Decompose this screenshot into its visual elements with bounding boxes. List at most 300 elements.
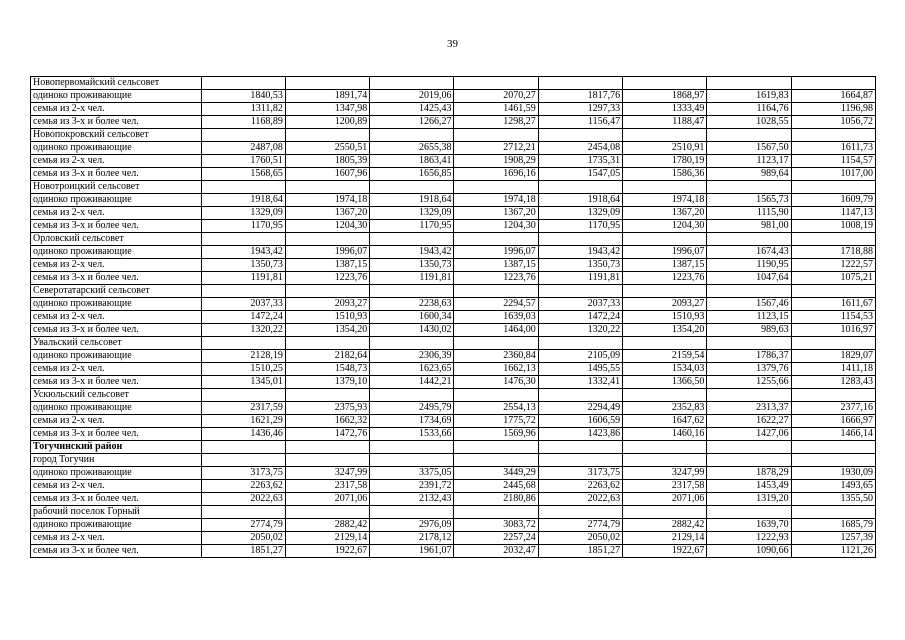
value-cell: 1008,19	[791, 220, 875, 233]
value-cell: 2360,84	[454, 350, 538, 363]
value-cell	[538, 454, 622, 467]
value-cell: 2093,27	[623, 298, 707, 311]
value-cell: 1943,42	[370, 246, 454, 259]
value-cell: 1354,20	[623, 324, 707, 337]
value-cell	[623, 129, 707, 142]
value-cell: 1350,73	[201, 259, 285, 272]
value-cell	[201, 233, 285, 246]
value-cell: 1567,46	[707, 298, 791, 311]
value-cell: 1607,96	[285, 168, 369, 181]
value-cell: 1436,46	[201, 428, 285, 441]
value-cell: 2306,39	[370, 350, 454, 363]
value-cell	[707, 337, 791, 350]
value-cell: 1156,47	[538, 116, 622, 129]
value-cell	[538, 441, 622, 454]
value-cell: 1223,76	[454, 272, 538, 285]
value-cell: 1223,76	[285, 272, 369, 285]
value-cell: 1851,27	[201, 545, 285, 558]
row-label: одиноко проживающие	[31, 246, 202, 259]
value-cell	[791, 454, 875, 467]
value-cell: 2774,79	[538, 519, 622, 532]
value-cell	[791, 181, 875, 194]
value-cell: 2317,58	[285, 480, 369, 493]
table-row	[31, 480, 876, 493]
value-cell: 2129,14	[285, 532, 369, 545]
value-cell: 1297,33	[538, 103, 622, 116]
value-cell: 1121,26	[791, 545, 875, 558]
value-cell: 1662,32	[285, 415, 369, 428]
value-cell: 1075,21	[791, 272, 875, 285]
value-cell: 1379,10	[285, 376, 369, 389]
tariff-table	[30, 76, 876, 558]
value-cell: 1568,65	[201, 168, 285, 181]
settlement-header-row	[31, 129, 876, 142]
value-cell: 1329,09	[538, 207, 622, 220]
value-cell: 1154,57	[791, 155, 875, 168]
settlement-name: Новотроицкий сельсовет	[31, 181, 202, 194]
table-row	[31, 246, 876, 259]
value-cell	[285, 389, 369, 402]
value-cell: 1367,20	[285, 207, 369, 220]
value-cell: 1918,64	[201, 194, 285, 207]
value-cell	[623, 233, 707, 246]
value-cell	[538, 181, 622, 194]
value-cell: 1996,07	[454, 246, 538, 259]
value-cell: 1425,43	[370, 103, 454, 116]
value-cell	[791, 441, 875, 454]
value-cell: 2178,12	[370, 532, 454, 545]
value-cell: 1851,27	[538, 545, 622, 558]
value-cell: 989,64	[707, 168, 791, 181]
value-cell: 1170,95	[201, 220, 285, 233]
value-cell: 1017,00	[791, 168, 875, 181]
value-cell	[623, 389, 707, 402]
value-cell: 1510,25	[201, 363, 285, 376]
value-cell	[201, 181, 285, 194]
row-label: семья из 3-х и более чел.	[31, 220, 202, 233]
value-cell: 1565,73	[707, 194, 791, 207]
value-cell: 2882,42	[623, 519, 707, 532]
value-cell: 2037,33	[201, 298, 285, 311]
value-cell: 1311,82	[201, 103, 285, 116]
district-name: Тогучинский район	[31, 441, 202, 454]
value-cell	[538, 337, 622, 350]
value-cell: 1204,30	[285, 220, 369, 233]
value-cell	[623, 337, 707, 350]
row-label: семья из 2-х чел.	[31, 207, 202, 220]
value-cell: 1600,34	[370, 311, 454, 324]
value-cell	[623, 285, 707, 298]
value-cell: 1453,49	[707, 480, 791, 493]
value-cell	[707, 389, 791, 402]
value-cell: 1427,06	[707, 428, 791, 441]
value-cell: 2182,64	[285, 350, 369, 363]
value-cell	[707, 454, 791, 467]
value-cell	[707, 441, 791, 454]
value-cell: 2019,06	[370, 90, 454, 103]
row-label: семья из 2-х чел.	[31, 415, 202, 428]
value-cell: 1047,64	[707, 272, 791, 285]
table-row	[31, 545, 876, 558]
value-cell: 2313,37	[707, 402, 791, 415]
value-cell	[623, 181, 707, 194]
value-cell: 2445,68	[454, 480, 538, 493]
value-cell: 2129,14	[623, 532, 707, 545]
value-cell	[454, 233, 538, 246]
value-cell: 1366,50	[623, 376, 707, 389]
value-cell	[201, 77, 285, 90]
value-cell: 1345,01	[201, 376, 285, 389]
row-label: семья из 2-х чел.	[31, 480, 202, 493]
value-cell: 1805,39	[285, 155, 369, 168]
value-cell: 2352,83	[623, 402, 707, 415]
table-row	[31, 194, 876, 207]
value-cell: 2510,91	[623, 142, 707, 155]
value-cell	[285, 77, 369, 90]
value-cell: 1387,15	[454, 259, 538, 272]
value-cell: 1411,18	[791, 363, 875, 376]
value-cell: 2317,59	[201, 402, 285, 415]
value-cell: 1622,27	[707, 415, 791, 428]
value-cell: 1609,79	[791, 194, 875, 207]
value-cell	[454, 337, 538, 350]
value-cell: 2495,79	[370, 402, 454, 415]
value-cell	[707, 285, 791, 298]
value-cell: 2550,51	[285, 142, 369, 155]
table-row	[31, 376, 876, 389]
settlement-name: Увальский сельсовет	[31, 337, 202, 350]
settlement-header-row	[31, 506, 876, 519]
value-cell	[201, 129, 285, 142]
table-row	[31, 532, 876, 545]
value-cell: 2655,38	[370, 142, 454, 155]
value-cell: 2105,09	[538, 350, 622, 363]
value-cell	[370, 285, 454, 298]
value-cell: 2263,62	[201, 480, 285, 493]
value-cell: 1472,24	[538, 311, 622, 324]
row-label: семья из 3-х и более чел.	[31, 168, 202, 181]
value-cell	[538, 506, 622, 519]
value-cell	[538, 389, 622, 402]
value-cell: 1922,67	[623, 545, 707, 558]
value-cell: 1775,72	[454, 415, 538, 428]
value-cell	[454, 77, 538, 90]
row-label: одиноко проживающие	[31, 467, 202, 480]
value-cell: 1170,95	[370, 220, 454, 233]
value-cell: 1621,29	[201, 415, 285, 428]
table-row	[31, 142, 876, 155]
value-cell: 1190,95	[707, 259, 791, 272]
value-cell	[538, 233, 622, 246]
value-cell: 1495,55	[538, 363, 622, 376]
value-cell	[285, 181, 369, 194]
value-cell: 2159,54	[623, 350, 707, 363]
value-cell: 1666,97	[791, 415, 875, 428]
value-cell: 1611,73	[791, 142, 875, 155]
table-row	[31, 311, 876, 324]
value-cell	[201, 454, 285, 467]
value-cell: 2071,06	[623, 493, 707, 506]
value-cell	[707, 233, 791, 246]
row-label: семья из 2-х чел.	[31, 311, 202, 324]
value-cell: 2774,79	[201, 519, 285, 532]
value-cell: 1387,15	[623, 259, 707, 272]
row-label: семья из 3-х и более чел.	[31, 376, 202, 389]
value-cell	[791, 77, 875, 90]
value-cell: 1170,95	[538, 220, 622, 233]
value-cell	[454, 389, 538, 402]
table-row	[31, 363, 876, 376]
value-cell: 1223,76	[623, 272, 707, 285]
value-cell: 1472,24	[201, 311, 285, 324]
value-cell: 2128,19	[201, 350, 285, 363]
value-cell: 1619,83	[707, 90, 791, 103]
value-cell: 1918,64	[538, 194, 622, 207]
value-cell: 1257,39	[791, 532, 875, 545]
value-cell: 1016,97	[791, 324, 875, 337]
value-cell: 3449,29	[454, 467, 538, 480]
value-cell	[370, 441, 454, 454]
value-cell	[623, 77, 707, 90]
page-number: 39	[447, 38, 458, 50]
settlement-header-row	[31, 233, 876, 246]
value-cell: 2238,63	[370, 298, 454, 311]
value-cell: 2377,16	[791, 402, 875, 415]
table-row	[31, 207, 876, 220]
value-cell: 1647,62	[623, 415, 707, 428]
value-cell: 1115,90	[707, 207, 791, 220]
value-cell: 1191,81	[201, 272, 285, 285]
value-cell	[623, 506, 707, 519]
value-cell: 1510,93	[285, 311, 369, 324]
value-cell: 1056,72	[791, 116, 875, 129]
value-cell: 1656,85	[370, 168, 454, 181]
value-cell: 1460,16	[623, 428, 707, 441]
value-cell: 1123,17	[707, 155, 791, 168]
value-cell	[707, 77, 791, 90]
value-cell: 1123,15	[707, 311, 791, 324]
value-cell: 1996,07	[623, 246, 707, 259]
row-label: семья из 2-х чел.	[31, 155, 202, 168]
value-cell: 1996,07	[285, 246, 369, 259]
value-cell: 1320,22	[201, 324, 285, 337]
value-cell	[623, 454, 707, 467]
value-cell: 3247,99	[285, 467, 369, 480]
settlement-name: Орловский сельсовет	[31, 233, 202, 246]
value-cell	[791, 129, 875, 142]
value-cell	[285, 285, 369, 298]
table-row	[31, 298, 876, 311]
row-label: семья из 2-х чел.	[31, 532, 202, 545]
value-cell: 1367,20	[454, 207, 538, 220]
table-row	[31, 519, 876, 532]
row-label: семья из 3-х и более чел.	[31, 428, 202, 441]
value-cell	[285, 454, 369, 467]
value-cell	[538, 77, 622, 90]
table-row	[31, 402, 876, 415]
value-cell	[791, 233, 875, 246]
value-cell: 1639,70	[707, 519, 791, 532]
value-cell: 2294,49	[538, 402, 622, 415]
value-cell: 1493,65	[791, 480, 875, 493]
value-cell: 1350,73	[370, 259, 454, 272]
value-cell: 2050,02	[538, 532, 622, 545]
value-cell: 3083,72	[454, 519, 538, 532]
value-cell: 2070,27	[454, 90, 538, 103]
value-cell	[623, 441, 707, 454]
value-cell: 1466,14	[791, 428, 875, 441]
value-cell: 1943,42	[538, 246, 622, 259]
row-label: одиноко проживающие	[31, 350, 202, 363]
value-cell: 1922,67	[285, 545, 369, 558]
value-cell	[454, 129, 538, 142]
district-header-row	[31, 441, 876, 454]
value-cell: 1222,57	[791, 259, 875, 272]
value-cell: 1200,89	[285, 116, 369, 129]
value-cell: 3173,75	[538, 467, 622, 480]
value-cell: 1298,27	[454, 116, 538, 129]
value-cell	[454, 181, 538, 194]
value-cell: 1266,27	[370, 116, 454, 129]
value-cell	[370, 77, 454, 90]
value-cell: 3375,05	[370, 467, 454, 480]
value-cell	[454, 454, 538, 467]
value-cell	[791, 389, 875, 402]
value-cell: 1191,81	[370, 272, 454, 285]
value-cell	[370, 233, 454, 246]
value-cell: 1547,05	[538, 168, 622, 181]
value-cell: 2132,43	[370, 493, 454, 506]
row-label: одиноко проживающие	[31, 194, 202, 207]
value-cell: 1718,88	[791, 246, 875, 259]
table-row	[31, 272, 876, 285]
value-cell	[538, 285, 622, 298]
settlement-name: Новопервомайский сельсовет	[31, 77, 202, 90]
value-cell: 1734,69	[370, 415, 454, 428]
value-cell: 2037,33	[538, 298, 622, 311]
settlement-header-row	[31, 181, 876, 194]
value-cell: 1329,09	[201, 207, 285, 220]
settlement-header-row	[31, 285, 876, 298]
value-cell: 1623,65	[370, 363, 454, 376]
value-cell: 1196,98	[791, 103, 875, 116]
row-label: семья из 3-х и более чел.	[31, 116, 202, 129]
value-cell: 1674,43	[707, 246, 791, 259]
value-cell: 1164,76	[707, 103, 791, 116]
value-cell: 1780,19	[623, 155, 707, 168]
value-cell	[285, 233, 369, 246]
value-cell	[454, 506, 538, 519]
value-cell: 1442,21	[370, 376, 454, 389]
table-row	[31, 168, 876, 181]
value-cell: 3247,99	[623, 467, 707, 480]
value-cell: 1569,96	[454, 428, 538, 441]
value-cell: 1379,76	[707, 363, 791, 376]
row-label: семья из 3-х и более чел.	[31, 324, 202, 337]
value-cell: 1735,31	[538, 155, 622, 168]
settlement-header-row	[31, 454, 876, 467]
table-body	[31, 77, 876, 558]
row-label: семья из 2-х чел.	[31, 363, 202, 376]
value-cell: 2050,02	[201, 532, 285, 545]
value-cell	[370, 454, 454, 467]
value-cell: 2976,09	[370, 519, 454, 532]
value-cell: 1461,59	[454, 103, 538, 116]
value-cell: 1204,30	[454, 220, 538, 233]
value-cell: 1908,29	[454, 155, 538, 168]
table-row	[31, 155, 876, 168]
value-cell: 1332,41	[538, 376, 622, 389]
value-cell: 2022,63	[538, 493, 622, 506]
value-cell: 1533,66	[370, 428, 454, 441]
value-cell: 2454,08	[538, 142, 622, 155]
value-cell	[791, 285, 875, 298]
value-cell	[791, 506, 875, 519]
value-cell: 1760,51	[201, 155, 285, 168]
table-row	[31, 467, 876, 480]
value-cell: 1534,03	[623, 363, 707, 376]
row-label: одиноко проживающие	[31, 402, 202, 415]
value-cell: 1168,89	[201, 116, 285, 129]
value-cell: 1685,79	[791, 519, 875, 532]
value-cell: 1147,13	[791, 207, 875, 220]
value-cell	[285, 441, 369, 454]
value-cell: 2032,47	[454, 545, 538, 558]
value-cell: 1878,29	[707, 467, 791, 480]
value-cell: 1567,50	[707, 142, 791, 155]
value-cell: 1930,09	[791, 467, 875, 480]
value-cell: 2882,42	[285, 519, 369, 532]
value-cell: 3173,75	[201, 467, 285, 480]
value-cell: 1961,07	[370, 545, 454, 558]
value-cell: 1891,74	[285, 90, 369, 103]
table-row	[31, 259, 876, 272]
value-cell: 1387,15	[285, 259, 369, 272]
value-cell: 1586,36	[623, 168, 707, 181]
value-cell: 1548,73	[285, 363, 369, 376]
value-cell: 1510,93	[623, 311, 707, 324]
row-label: одиноко проживающие	[31, 519, 202, 532]
value-cell	[707, 506, 791, 519]
value-cell	[285, 506, 369, 519]
row-label: семья из 2-х чел.	[31, 103, 202, 116]
table-row	[31, 324, 876, 337]
value-cell: 1606,59	[538, 415, 622, 428]
value-cell: 1320,22	[538, 324, 622, 337]
table-row	[31, 90, 876, 103]
settlement-header-row	[31, 77, 876, 90]
value-cell	[201, 389, 285, 402]
settlement-name: рабочий поселок Горный	[31, 506, 202, 519]
value-cell: 1222,93	[707, 532, 791, 545]
row-label: одиноко проживающие	[31, 90, 202, 103]
row-label: одиноко проживающие	[31, 142, 202, 155]
table-row	[31, 116, 876, 129]
value-cell	[201, 506, 285, 519]
value-cell: 1255,66	[707, 376, 791, 389]
value-cell	[370, 129, 454, 142]
row-label: семья из 3-х и более чел.	[31, 272, 202, 285]
value-cell: 1863,41	[370, 155, 454, 168]
settlement-header-row	[31, 389, 876, 402]
value-cell	[285, 337, 369, 350]
value-cell: 1472,76	[285, 428, 369, 441]
value-cell	[454, 441, 538, 454]
value-cell	[707, 181, 791, 194]
value-cell: 1028,55	[707, 116, 791, 129]
value-cell	[791, 337, 875, 350]
value-cell	[201, 337, 285, 350]
